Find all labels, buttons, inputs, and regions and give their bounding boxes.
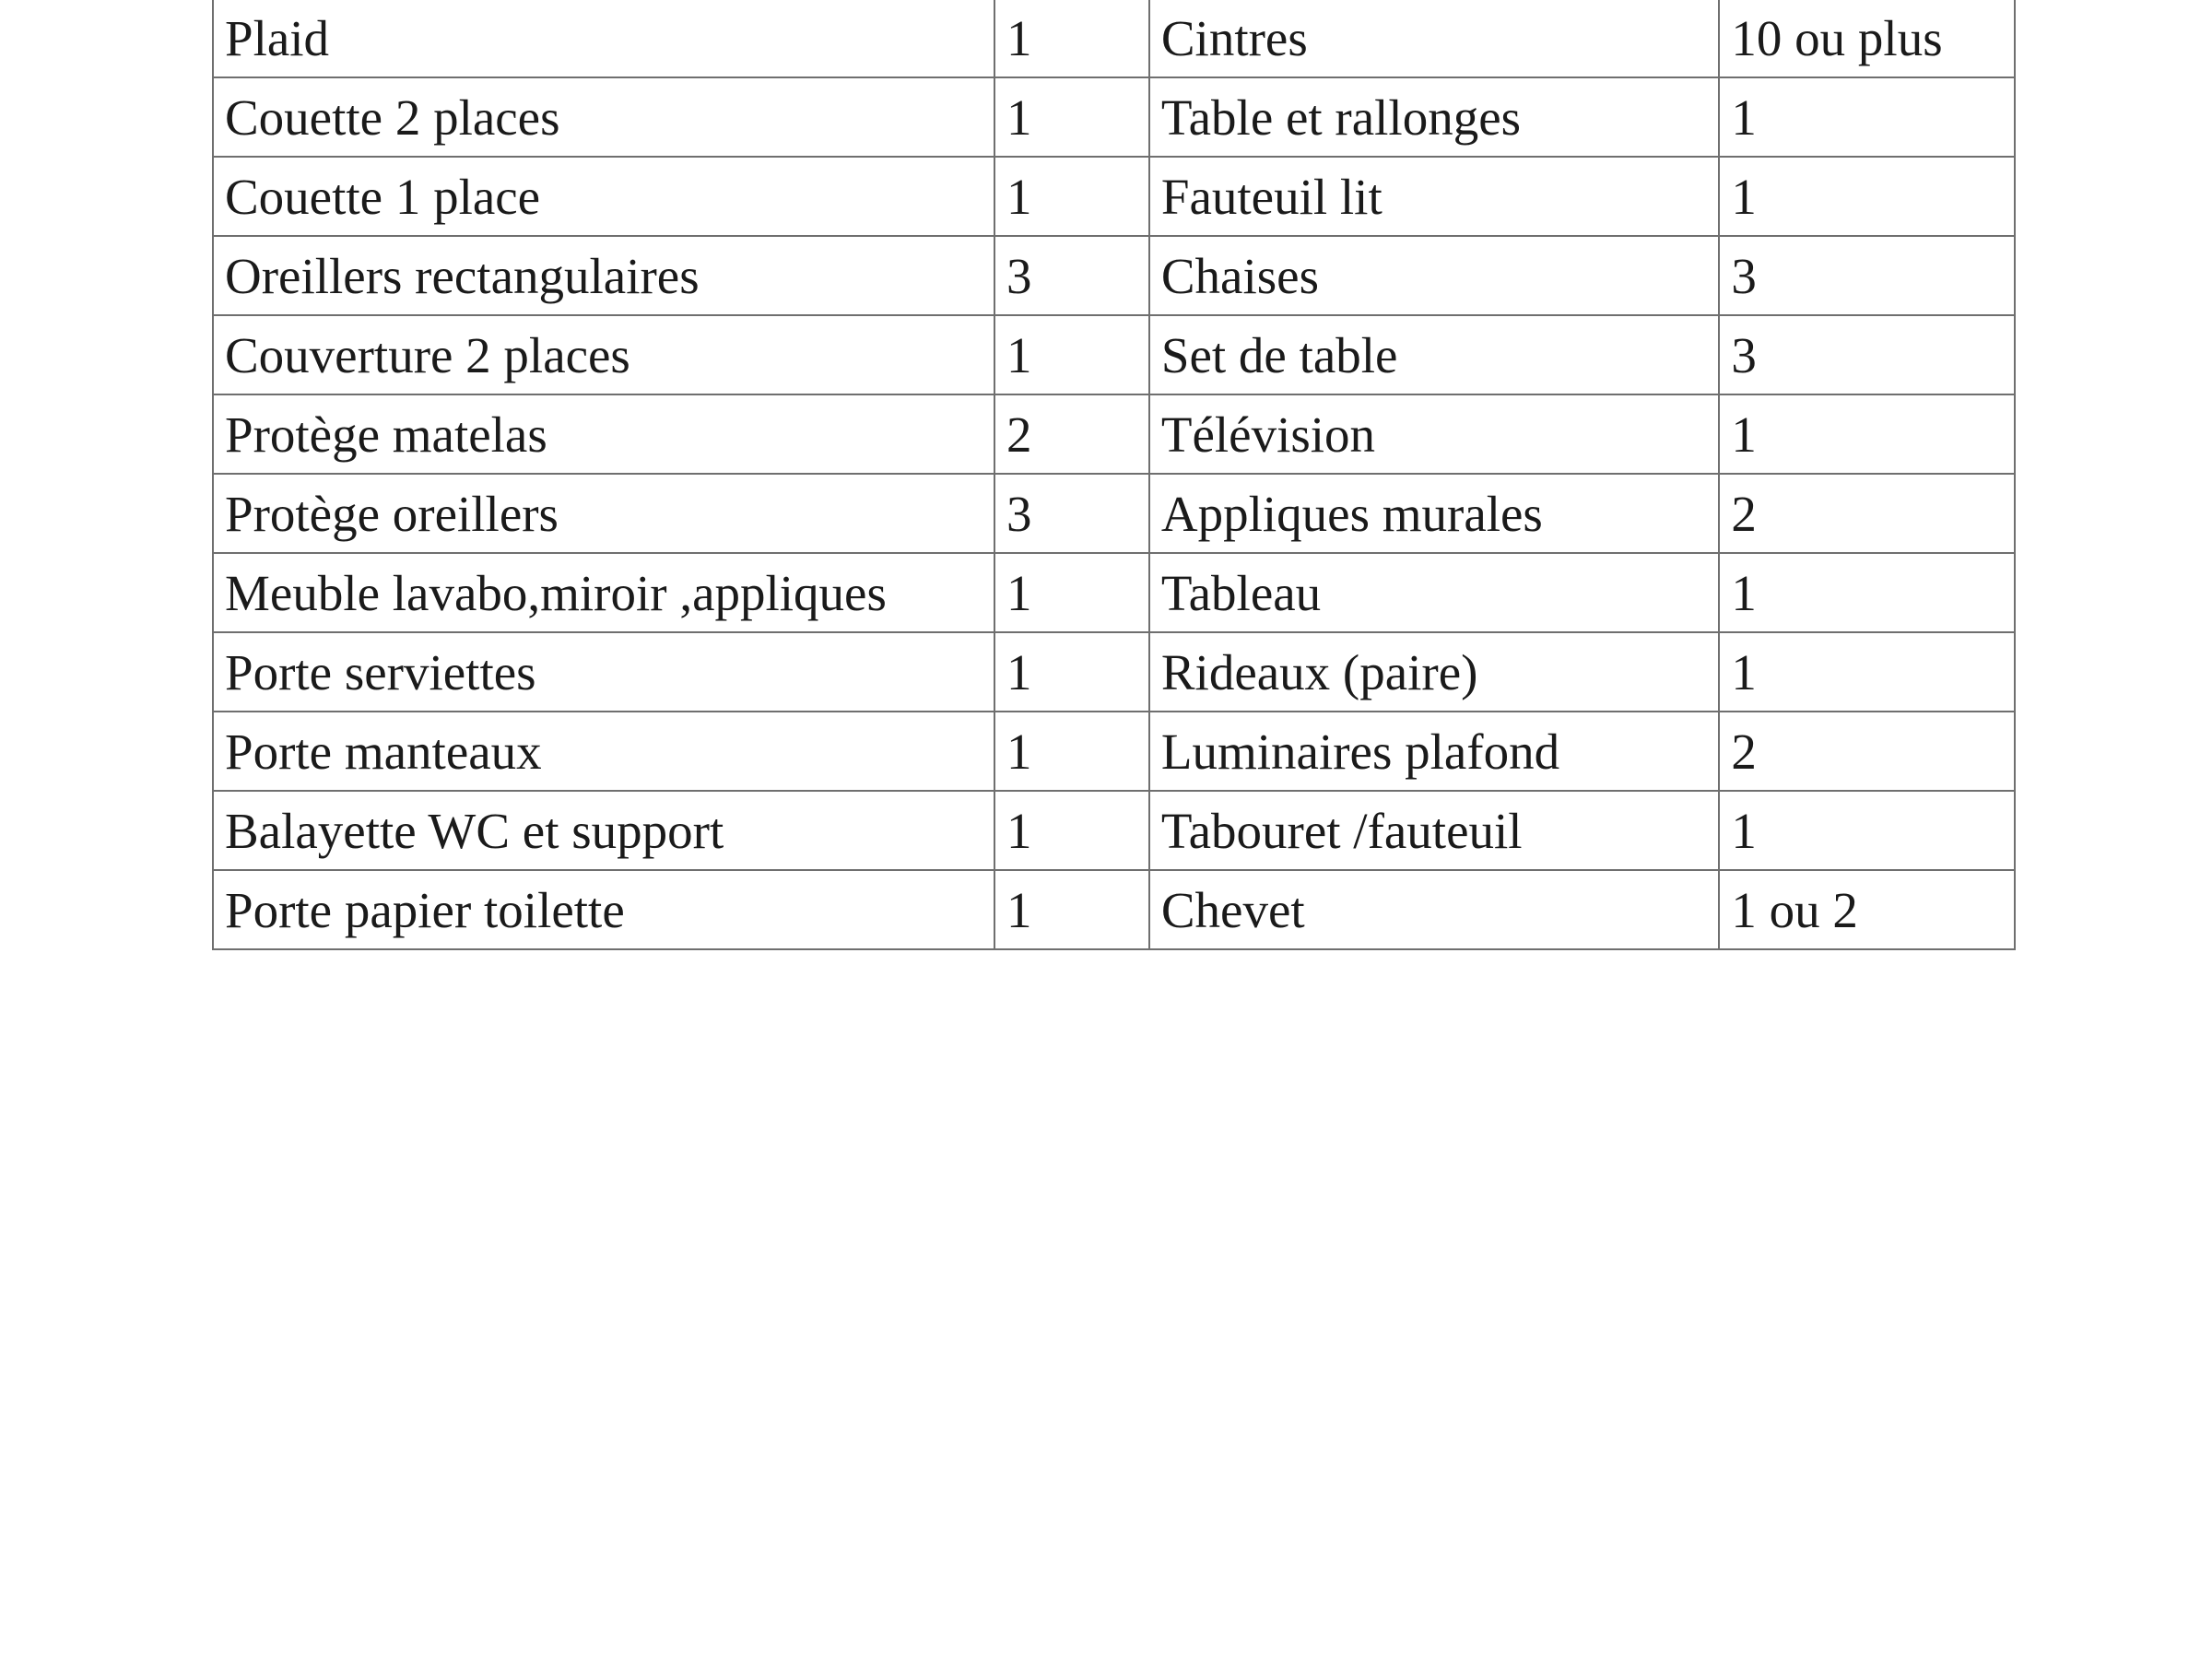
table-row [213,157,2015,236]
table-row [213,0,2015,77]
item-left-cell: Porte papier toilette [213,870,994,949]
qty-right-cell: 1 [1719,394,2015,474]
qty-right-cell: 1 [1719,157,2015,236]
item-right-cell: Luminaires plafond [1149,712,1720,791]
item-left-cell: Couette 2 places [213,77,994,157]
qty-left-cell: 1 [994,553,1149,632]
qty-right-cell: 3 [1719,315,2015,394]
qty-right-cell: 1 [1719,77,2015,157]
item-left-cell: Couette 1 place [213,157,994,236]
table-row [213,712,2015,791]
item-left-cell: Balayette WC et support [213,791,994,870]
qty-right-cell: 10 ou plus [1719,0,2015,77]
table-row [213,870,2015,949]
table-row [213,394,2015,474]
table-row [213,236,2015,315]
item-right-cell: Fauteuil lit [1149,157,1720,236]
table-row [213,77,2015,157]
qty-left-cell: 1 [994,315,1149,394]
qty-left-cell: 1 [994,791,1149,870]
qty-right-cell: 1 [1719,632,2015,712]
item-right-cell: Set de table [1149,315,1720,394]
qty-left-cell: 1 [994,712,1149,791]
qty-left-cell: 2 [994,394,1149,474]
item-left-cell: Porte manteaux [213,712,994,791]
qty-left-cell: 1 [994,77,1149,157]
qty-left-cell: 3 [994,236,1149,315]
item-right-cell: Cintres [1149,0,1720,77]
qty-right-cell: 1 ou 2 [1719,870,2015,949]
table-row [213,791,2015,870]
item-right-cell: Tabouret /fauteuil [1149,791,1720,870]
qty-left-cell: 1 [994,157,1149,236]
item-right-cell: Chaises [1149,236,1720,315]
item-right-cell: Rideaux (paire) [1149,632,1720,712]
item-left-cell: Oreillers rectangulaires [213,236,994,315]
item-right-cell: Appliques murales [1149,474,1720,553]
item-right-cell: Télévision [1149,394,1720,474]
item-left-cell: Protège matelas [213,394,994,474]
qty-right-cell: 3 [1719,236,2015,315]
item-left-cell: Protège oreillers [213,474,994,553]
inventory-table [212,0,2016,950]
qty-right-cell: 2 [1719,474,2015,553]
item-right-cell: Tableau [1149,553,1720,632]
item-left-cell: Meuble lavabo,miroir ,appliques [213,553,994,632]
table-row [213,315,2015,394]
qty-left-cell: 1 [994,0,1149,77]
qty-left-cell: 3 [994,474,1149,553]
item-right-cell: Table et rallonges [1149,77,1720,157]
table-row [213,553,2015,632]
table-row [213,632,2015,712]
item-left-cell: Plaid [213,0,994,77]
qty-left-cell: 1 [994,870,1149,949]
table-row [213,474,2015,553]
qty-right-cell: 1 [1719,553,2015,632]
qty-right-cell: 2 [1719,712,2015,791]
qty-left-cell: 1 [994,632,1149,712]
inventory-table-body [213,0,2015,949]
item-left-cell: Porte serviettes [213,632,994,712]
item-right-cell: Chevet [1149,870,1720,949]
item-left-cell: Couverture 2 places [213,315,994,394]
qty-right-cell: 1 [1719,791,2015,870]
